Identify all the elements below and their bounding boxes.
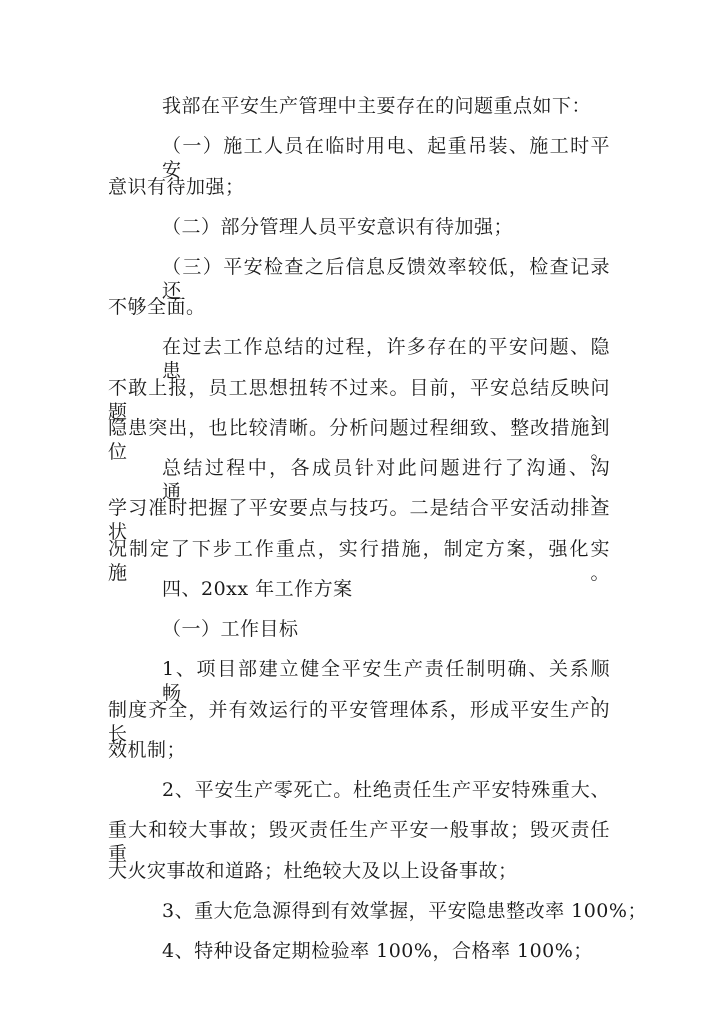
line-text: 重大和较大事故；毁灭责任生产平安一般事故；毁灭责任重 [108, 819, 610, 865]
text-line [162, 778, 610, 802]
line-text: （一）工作目标 [162, 618, 299, 640]
text-line [108, 859, 610, 883]
subsection-heading [162, 617, 610, 641]
line-text: 况制定了下步工作重点，实行措施，制定方案，强化实施。 [108, 538, 610, 584]
text-line [108, 295, 608, 319]
text-line [162, 899, 662, 923]
text-line [162, 215, 610, 239]
line-text: 意识有待加强； [108, 176, 245, 198]
line-text: （二）部分管理人员平安意识有待加强； [162, 216, 514, 238]
line-text: （三）平安检查之后信息反馈效率较低，检查记录还 [162, 256, 610, 302]
text-line [108, 738, 610, 762]
line-text: 总结过程中，各成员针对此问题进行了沟通、沟通、 [162, 457, 610, 503]
line-text: 效机制； [108, 739, 187, 761]
text-line [0, 94, 720, 118]
line-text: 1、项目部建立健全平安生产责任制明确、关系顺畅、 [162, 658, 610, 704]
line-text: 学习准时把握了平安要点与技巧。二是结合平安活动排查状 [108, 497, 610, 543]
line-text: 3、重大危急源得到有效掌握，平安隐患整改率 100%； [162, 900, 647, 922]
line-text: 四、20xx 年工作方案 [162, 578, 353, 600]
line-text: 不敢上报，员工思想扭转不过来。目前，平安总结反映问题、 [108, 377, 610, 423]
line-text: 不够全面。 [108, 296, 206, 318]
text-line [162, 939, 610, 963]
text-line [108, 175, 608, 199]
line-text: 我部在平安生产管理中主要存在的问题重点如下： [162, 95, 592, 117]
line-text: 隐患突出，也比较清晰。分析问题过程细致、整改措施到位。 [108, 417, 610, 463]
line-text: 制度齐全，并有效运行的平安管理体系，形成平安生产的长 [108, 699, 610, 745]
line-text: 2、平安生产零死亡。杜绝责任生产平安特殊重大、 [162, 779, 610, 801]
line-text: 在过去工作总结的过程，许多存在的平安问题、隐患 [162, 336, 610, 382]
line-text: 大火灾事故和道路；杜绝较大及以上设备事故； [108, 860, 518, 882]
line-text: （一）施工人员在临时用电、起重吊装、施工时平安 [162, 135, 610, 181]
line-text: 4、特种设备定期检验率 100%，合格率 100%； [162, 940, 593, 962]
section-heading [162, 577, 610, 601]
